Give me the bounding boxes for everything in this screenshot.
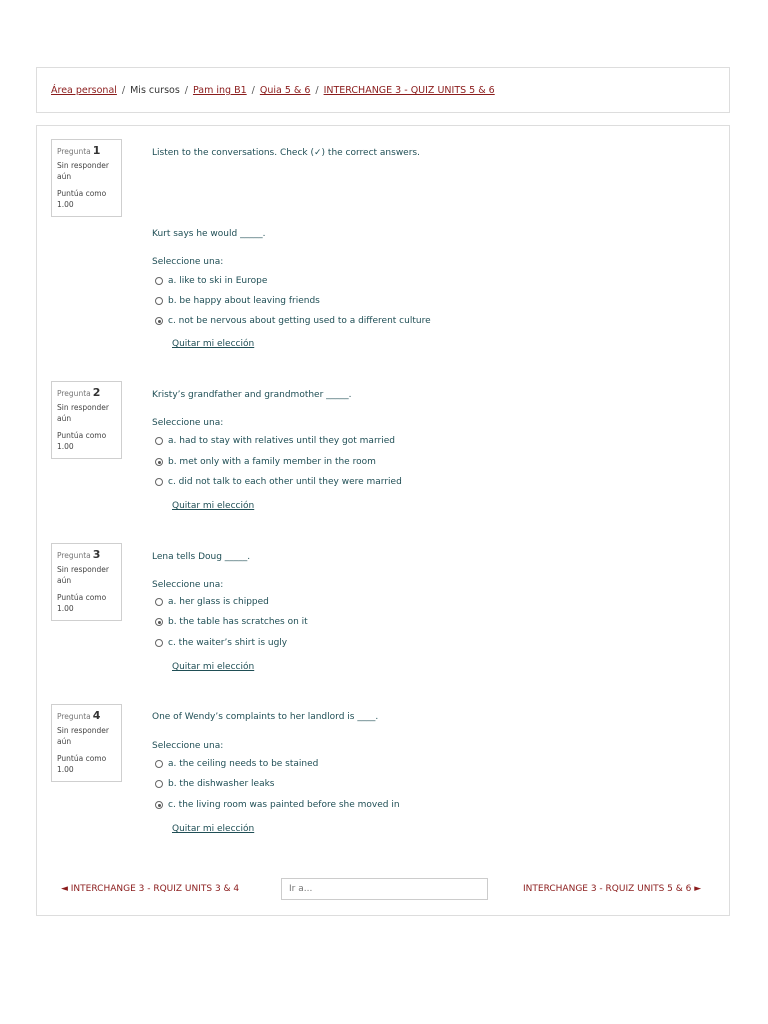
jump-to-select[interactable]	[281, 878, 488, 900]
clear-choice-link[interactable]: Quitar mi elección	[172, 339, 255, 349]
question-grade: Puntúa como 1.00	[57, 189, 107, 209]
question-grade: Puntúa como 1.00	[57, 754, 107, 774]
question-info-1	[51, 139, 122, 217]
question-info-3	[51, 543, 122, 621]
radio-button[interactable]	[155, 277, 163, 285]
question-state: Sin responder aún	[57, 565, 109, 585]
radio-button[interactable]	[155, 780, 163, 788]
question-number: 4	[92, 709, 101, 722]
question-label: Pregunta	[57, 712, 91, 721]
question-state: Sin responder aún	[57, 161, 109, 181]
next-activity-link[interactable]: INTERCHANGE 3 - RQUIZ UNITS 5 & 6 ►	[523, 884, 702, 894]
breadcrumb-mis-cursos: Mis cursos	[130, 85, 180, 96]
clear-choice-link[interactable]: Quitar mi elección	[172, 662, 255, 672]
answer-option[interactable]: c. the living room was painted before she moved in	[155, 800, 400, 810]
question-prompt: Lena tells Doug _____.	[152, 552, 251, 562]
select-one-label: Seleccione una:	[152, 741, 224, 751]
answer-option[interactable]: b. the dishwasher leaks	[155, 779, 275, 789]
answer-option[interactable]: a. her glass is chipped	[155, 597, 269, 607]
question-prompt: One of Wendy’s complaints to her landlord is ____.	[152, 712, 379, 722]
radio-button[interactable]	[155, 478, 163, 486]
select-one-label: Seleccione una:	[152, 418, 224, 428]
question-info-2	[51, 381, 122, 459]
radio-button[interactable]	[155, 639, 163, 647]
select-one-label: Seleccione una:	[152, 257, 224, 267]
breadcrumb-quiz[interactable]: INTERCHANGE 3 - QUIZ UNITS 5 & 6	[323, 85, 495, 96]
answer-option[interactable]: a. had to stay with relatives until they got married	[155, 436, 395, 446]
breadcrumb-area-personal[interactable]: Área personal	[51, 85, 117, 96]
breadcrumb-separator: /	[184, 85, 188, 96]
answer-option[interactable]: c. the waiter’s shirt is ugly	[155, 638, 287, 648]
quiz-container	[36, 125, 730, 916]
answer-option[interactable]: a. the ceiling needs to be stained	[155, 759, 318, 769]
select-one-label: Seleccione una:	[152, 580, 224, 590]
radio-button-selected[interactable]	[155, 801, 163, 809]
answer-option[interactable]: a. like to ski in Europe	[155, 276, 267, 286]
answer-option[interactable]: c. not be nervous about getting used to a different culture	[155, 316, 431, 326]
radio-button[interactable]	[155, 437, 163, 445]
radio-button-selected[interactable]	[155, 618, 163, 626]
question-number: 3	[92, 548, 101, 561]
question-grade: Puntúa como 1.00	[57, 593, 107, 613]
question-instruction: Listen to the conversations. Check (✓) the correct answers.	[152, 148, 420, 158]
question-label: Pregunta	[57, 147, 91, 156]
question-label: Pregunta	[57, 389, 91, 398]
breadcrumb-bar	[36, 67, 730, 113]
question-state: Sin responder aún	[57, 726, 109, 746]
question-info-4	[51, 704, 122, 782]
question-label: Pregunta	[57, 551, 91, 560]
question-prompt: Kristy’s grandfather and grandmother _____.	[152, 390, 352, 400]
clear-choice-link[interactable]: Quitar mi elección	[172, 501, 255, 511]
clear-choice-link[interactable]: Quitar mi elección	[172, 824, 255, 834]
radio-button[interactable]	[155, 598, 163, 606]
question-number: 2	[92, 386, 101, 399]
radio-button[interactable]	[155, 760, 163, 768]
question-prompt: Kurt says he would _____.	[152, 229, 266, 239]
answer-option[interactable]: b. the table has scratches on it	[155, 617, 308, 627]
radio-button-selected[interactable]	[155, 458, 163, 466]
breadcrumb-separator: /	[315, 85, 319, 96]
previous-activity-link[interactable]: ◄ INTERCHANGE 3 - RQUIZ UNITS 3 & 4	[61, 884, 240, 894]
breadcrumb-course[interactable]: Pam ing B1	[192, 85, 247, 96]
radio-button-selected[interactable]	[155, 317, 163, 325]
answer-option[interactable]: b. met only with a family member in the room	[155, 457, 376, 467]
answer-option[interactable]: b. be happy about leaving friends	[155, 296, 320, 306]
radio-button[interactable]	[155, 297, 163, 305]
breadcrumb-section[interactable]: Quia 5 & 6	[259, 85, 311, 96]
question-grade: Puntúa como 1.00	[57, 431, 107, 451]
answer-option[interactable]: c. did not talk to each other until they were married	[155, 477, 402, 487]
breadcrumb-separator: /	[121, 85, 126, 96]
question-state: Sin responder aún	[57, 403, 109, 423]
question-number: 1	[92, 144, 101, 157]
breadcrumb-separator: /	[251, 85, 255, 96]
breadcrumb	[51, 85, 495, 96]
